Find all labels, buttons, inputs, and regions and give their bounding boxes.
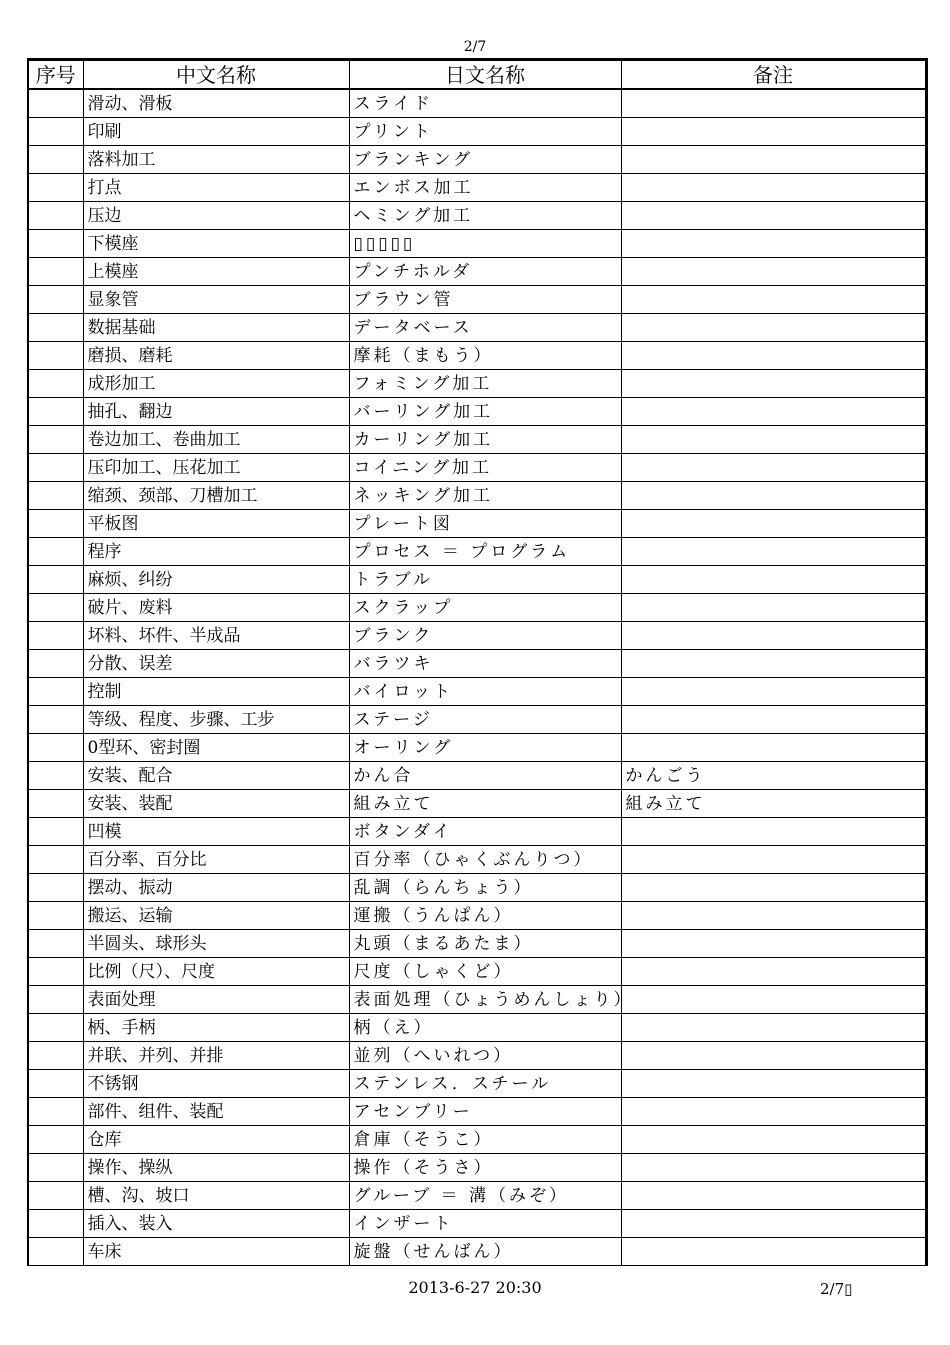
table-row [28,930,926,958]
cell-japanese-name: 表面処理（ひょうめんしょり） [349,986,621,1014]
table-row [28,594,926,622]
cell-note [621,1098,926,1126]
cell-note [621,1070,926,1098]
cell-japanese-name: ブラウン管 [349,286,621,314]
cell-chinese-name: 成形加工 [83,370,349,398]
cell-japanese-name: インザート [349,1210,621,1238]
cell-number [28,426,83,454]
cell-number [28,1182,83,1210]
cell-japanese-name: コイニング加工 [349,454,621,482]
table-row [28,174,926,202]
cell-japanese-name: 丸頭（まるあたま） [349,930,621,958]
cell-chinese-name: 滑动、滑板 [83,89,349,118]
cell-japanese-name: スライド [349,89,621,118]
cell-note [621,874,926,902]
cell-chinese-name: 缩颈、颈部、刀槽加工 [83,482,349,510]
column-header-chinese: 中文名称 [83,60,349,90]
column-header-no: 序号 [28,60,83,90]
cell-chinese-name: 百分率、百分比 [83,846,349,874]
cell-chinese-name: 不锈钢 [83,1070,349,1098]
cell-japanese-name: オーリング [349,734,621,762]
table-row [28,1126,926,1154]
table-row [28,454,926,482]
cell-number [28,902,83,930]
cell-japanese-name: カーリング加工 [349,426,621,454]
cell-note: 組み立て [621,790,926,818]
cell-chinese-name: 比例（尺）、尺度 [83,958,349,986]
cell-number [28,678,83,706]
cell-note [621,202,926,230]
table-header [28,60,926,90]
cell-chinese-name: 槽、沟、坡口 [83,1182,349,1210]
cell-number [28,174,83,202]
cell-note [621,398,926,426]
table-row [28,958,926,986]
cell-chinese-name: 安装、装配 [83,790,349,818]
table-row [28,482,926,510]
cell-note [621,454,926,482]
cell-chinese-name: 数据基础 [83,314,349,342]
cell-number [28,286,83,314]
table-row [28,230,926,258]
table-row [28,818,926,846]
cell-note [621,1210,926,1238]
cell-number [28,370,83,398]
cell-number [28,986,83,1014]
table-row [28,314,926,342]
table-row [28,762,926,790]
cell-japanese-name: 操作（そうさ） [349,1154,621,1182]
cell-chinese-name: 表面处理 [83,986,349,1014]
table-row [28,1070,926,1098]
cell-note [621,1154,926,1182]
cell-number [28,89,83,118]
cell-number [28,958,83,986]
table-row [28,398,926,426]
cell-chinese-name: 麻烦、纠纷 [83,566,349,594]
cell-japanese-name: ブランク [349,622,621,650]
cell-chinese-name: 抽孔、翻边 [83,398,349,426]
table-row [28,734,926,762]
cell-note [621,174,926,202]
cell-number [28,454,83,482]
table-row [28,846,926,874]
glossary-table [27,58,928,1266]
cell-note [621,622,926,650]
table-row [28,622,926,650]
cell-japanese-name: ヘミング加工 [349,202,621,230]
table-row [28,1210,926,1238]
cell-japanese-name: 運搬（うんぱん） [349,902,621,930]
cell-chinese-name: 搬运、运输 [83,902,349,930]
table-row [28,202,926,230]
cell-number [28,874,83,902]
cell-chinese-name: 车床 [83,1238,349,1266]
cell-chinese-name: 程序 [83,538,349,566]
table-row [28,286,926,314]
cell-japanese-name: ネッキング加工 [349,482,621,510]
cell-chinese-name: 操作、操纵 [83,1154,349,1182]
cell-note [621,286,926,314]
cell-note [621,342,926,370]
cell-japanese-name: 並列（へいれつ） [349,1042,621,1070]
cell-note [621,902,926,930]
cell-number [28,314,83,342]
cell-number [28,734,83,762]
table-row [28,1042,926,1070]
table-row [28,566,926,594]
cell-chinese-name: 印刷 [83,118,349,146]
cell-japanese-name: かん合 [349,762,621,790]
cell-japanese-name: 倉庫（そうこ） [349,1126,621,1154]
cell-number [28,1014,83,1042]
cell-note [621,1126,926,1154]
cell-note [621,258,926,286]
cell-number [28,510,83,538]
cell-note [621,594,926,622]
cell-chinese-name: 并联、并列、并排 [83,1042,349,1070]
cell-chinese-name: 半圆头、球形头 [83,930,349,958]
cell-japanese-name: データベース [349,314,621,342]
cell-note [621,650,926,678]
cell-japanese-name: プリント [349,118,621,146]
cell-number [28,1098,83,1126]
cell-number [28,118,83,146]
cell-chinese-name: 柄、手柄 [83,1014,349,1042]
table-row [28,706,926,734]
table-row [28,790,926,818]
cell-chinese-name: 打点 [83,174,349,202]
cell-chinese-name: 凹模 [83,818,349,846]
cell-note [621,846,926,874]
cell-chinese-name: 摆动、振动 [83,874,349,902]
cell-japanese-name: エンボス加工 [349,174,621,202]
cell-note [621,986,926,1014]
cell-note [621,482,926,510]
table-row [28,1014,926,1042]
cell-japanese-name: 旋盤（せんばん） [349,1238,621,1266]
cell-number [28,1042,83,1070]
cell-chinese-name: 平板图 [83,510,349,538]
cell-chinese-name: 0型环、密封圈 [83,734,349,762]
cell-note [621,510,926,538]
cell-note [621,1182,926,1210]
table-row [28,258,926,286]
cell-number [28,594,83,622]
cell-number [28,1126,83,1154]
cell-chinese-name: 显象管 [83,286,349,314]
cell-number [28,342,83,370]
cell-note [621,566,926,594]
table-row [28,118,926,146]
cell-number [28,622,83,650]
cell-number [28,566,83,594]
cell-note [621,958,926,986]
cell-japanese-name: トラブル [349,566,621,594]
cell-japanese-name: バイロット [349,678,621,706]
cell-number [28,1238,83,1266]
cell-japanese-name: ブランキング [349,146,621,174]
cell-japanese-name: 乱調（らんちょう） [349,874,621,902]
table-row [28,650,926,678]
cell-number [28,230,83,258]
table-row [28,874,926,902]
cell-note [621,1042,926,1070]
cell-note [621,146,926,174]
cell-chinese-name: 控制 [83,678,349,706]
table-row [28,538,926,566]
table-row [28,510,926,538]
cell-number [28,398,83,426]
cell-japanese-name: プレート図 [349,510,621,538]
cell-number [28,706,83,734]
cell-note [621,1238,926,1266]
table-row [28,1098,926,1126]
cell-japanese-name: ▯▯▯▯▯ [349,230,621,258]
table-row [28,89,926,118]
column-header-notes: 备注 [621,60,926,90]
cell-note [621,89,926,118]
cell-japanese-name: ステージ [349,706,621,734]
cell-number [28,846,83,874]
cell-number [28,258,83,286]
footer-datetime: 2013-6-27 20:30 [408,1278,542,1297]
cell-note [621,230,926,258]
cell-japanese-name: ボタンダイ [349,818,621,846]
cell-chinese-name: 落料加工 [83,146,349,174]
cell-number [28,1154,83,1182]
cell-chinese-name: 磨损、磨耗 [83,342,349,370]
cell-number [28,790,83,818]
footer-page-number: 2/7▯ [820,1280,853,1298]
cell-chinese-name: 部件、组件、装配 [83,1098,349,1126]
cell-chinese-name: 安装、配合 [83,762,349,790]
column-header-japanese: 日文名称 [349,60,621,90]
cell-chinese-name: 破片、废料 [83,594,349,622]
cell-japanese-name: アセンブリー [349,1098,621,1126]
cell-chinese-name: 仓库 [83,1126,349,1154]
cell-chinese-name: 上模座 [83,258,349,286]
cell-number [28,146,83,174]
cell-number [28,930,83,958]
cell-number [28,762,83,790]
table-row [28,426,926,454]
cell-number [28,1070,83,1098]
cell-note [621,538,926,566]
cell-note [621,370,926,398]
cell-note [621,734,926,762]
cell-note [621,426,926,454]
cell-japanese-name: フォミング加工 [349,370,621,398]
cell-chinese-name: 压边 [83,202,349,230]
cell-japanese-name: バーリング加工 [349,398,621,426]
cell-japanese-name: 組み立て [349,790,621,818]
cell-chinese-name: 坏料、坏件、半成品 [83,622,349,650]
cell-number [28,482,83,510]
cell-chinese-name: 分散、误差 [83,650,349,678]
table-row [28,1238,926,1266]
table-row [28,342,926,370]
cell-chinese-name: 插入、装入 [83,1210,349,1238]
cell-japanese-name: 摩耗（まもう） [349,342,621,370]
table-row [28,902,926,930]
cell-chinese-name: 卷边加工、卷曲加工 [83,426,349,454]
cell-japanese-name: スクラップ [349,594,621,622]
cell-japanese-name: バラツキ [349,650,621,678]
cell-note [621,678,926,706]
cell-number [28,1210,83,1238]
cell-japanese-name: プンチホルダ [349,258,621,286]
table-row [28,1182,926,1210]
table-body [28,89,926,1266]
cell-number [28,650,83,678]
cell-note [621,818,926,846]
cell-note [621,314,926,342]
table-row [28,678,926,706]
cell-note [621,930,926,958]
cell-japanese-name: プロセス ＝ プログラム [349,538,621,566]
cell-number [28,202,83,230]
cell-japanese-name: ステンレス．スチール [349,1070,621,1098]
cell-number [28,818,83,846]
cell-japanese-name: グルーブ ＝ 溝（みぞ） [349,1182,621,1210]
table-row [28,1154,926,1182]
table-row [28,370,926,398]
cell-note [621,118,926,146]
cell-chinese-name: 下模座 [83,230,349,258]
cell-chinese-name: 等级、程度、步骤、工步 [83,706,349,734]
cell-japanese-name: 百分率（ひゃくぶんりつ） [349,846,621,874]
table-row [28,146,926,174]
cell-chinese-name: 压印加工、压花加工 [83,454,349,482]
cell-note [621,706,926,734]
cell-number [28,538,83,566]
table-row [28,986,926,1014]
cell-japanese-name: 柄（え） [349,1014,621,1042]
cell-japanese-name: 尺度（しゃくど） [349,958,621,986]
cell-note [621,1014,926,1042]
cell-note: かんごう [621,762,926,790]
page-header-label: 2/7 [463,39,487,55]
